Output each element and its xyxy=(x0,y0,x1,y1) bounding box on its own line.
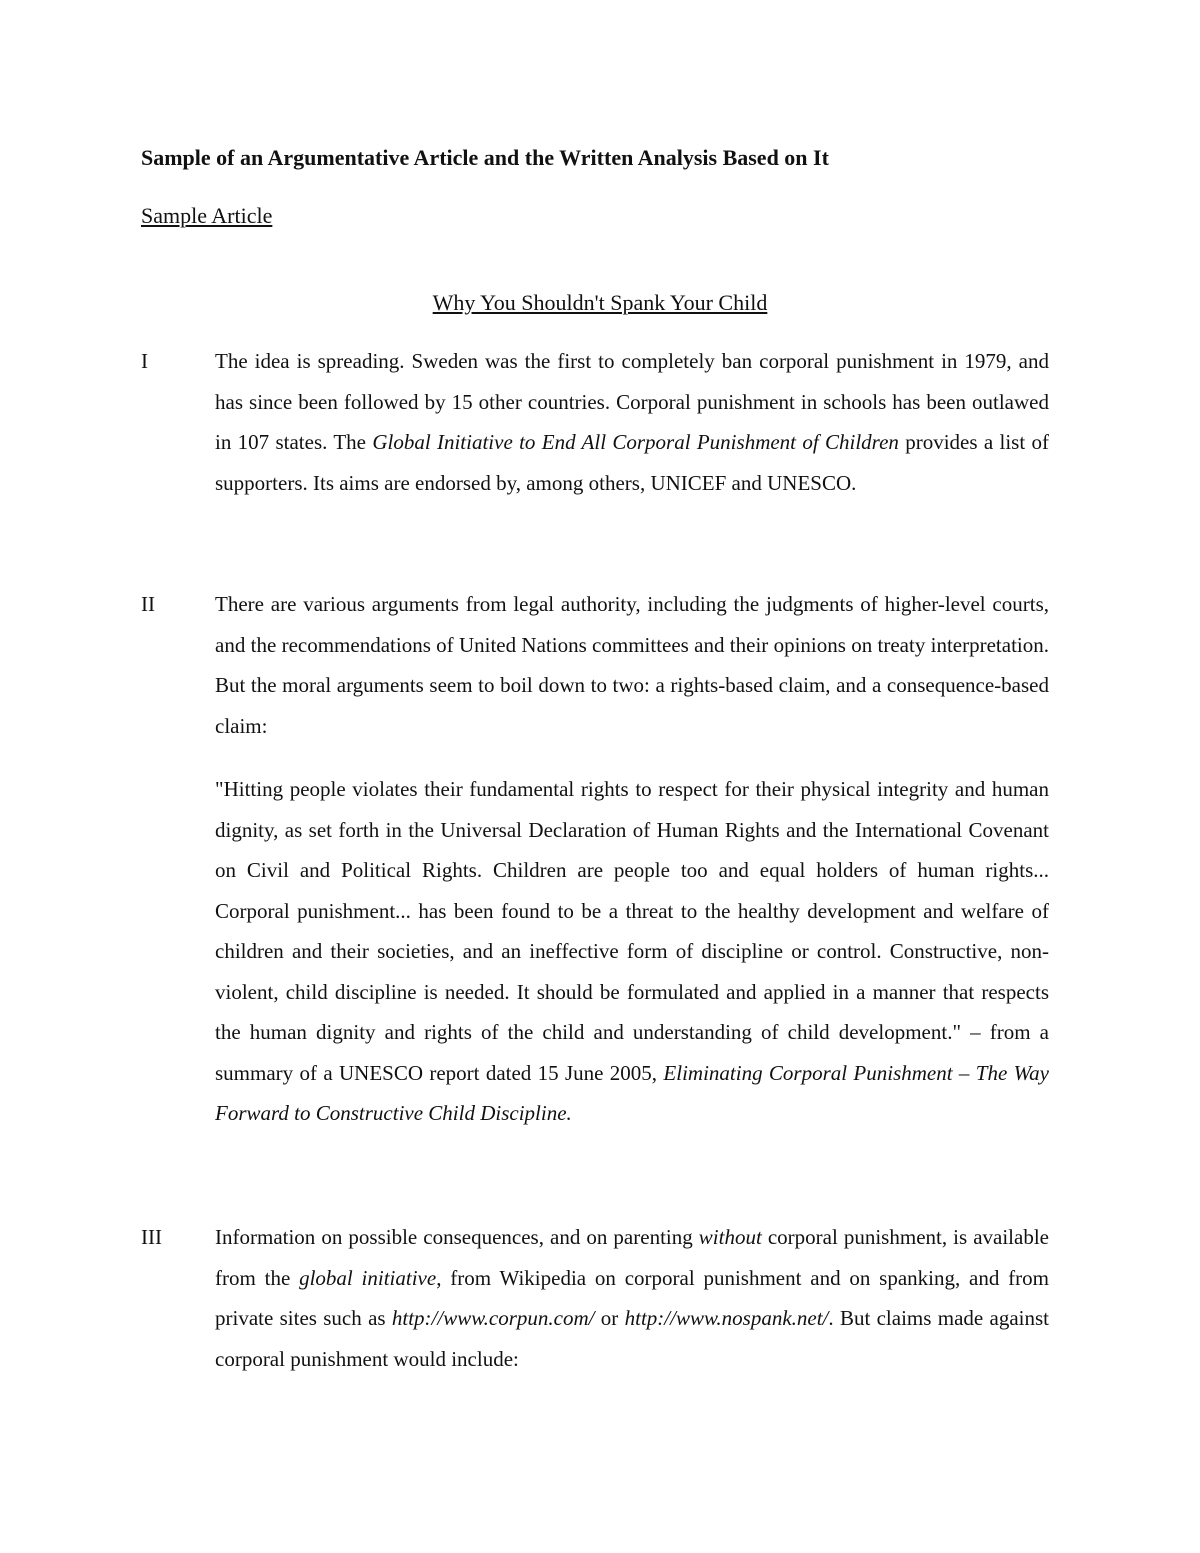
paragraph-text xyxy=(215,341,1049,503)
unesco-quote xyxy=(215,769,1049,1134)
document-title: Sample of an Argumentative Article and the Written Analysis Based on It xyxy=(141,145,829,170)
paragraph-text-segment: Information on possible consequences, and on parenting xyxy=(215,1225,699,1249)
without-italic: without xyxy=(698,1225,762,1249)
paragraph-text-segment: provides a list of supporters. Its aims are endorsed by, among others, UNICEF and UNESCO. xyxy=(215,430,1049,495)
paragraph-text: There are various arguments from legal authority, including the judgments of higher-level courts, and the recommendations of United Nations committees and their opinions on treaty interpretation. But the moral arguments seem to boil down to two: a rights-based claim, and a consequence-based claim: xyxy=(215,592,1049,738)
nospank-url: http://www.nospank.net/ xyxy=(624,1306,829,1330)
section-heading: Sample Article xyxy=(141,203,273,228)
paragraph-number: II xyxy=(141,592,155,616)
paragraph-number: III xyxy=(141,1225,162,1249)
paragraph-3 xyxy=(141,1217,1051,1387)
global-initiative-italic: global initiative xyxy=(299,1265,437,1290)
quote-text: "Hitting people violates their fundamental rights to respect for their physical integrity and human dignity, as set forth in the Universal Declaration of Human Rights and the International Covenant on Civil and Political Rights. Children are people too and equal holders of human rights... Corporal punishment... has been found to be a threat to the healthy development and welfare of children and their societies, and an ineffective form of discipline or control. Constructive, non-violent, child discipline is needed. It should be formulated and applied in a manner that respects the human dignity and rights of the child and understanding of child development." – from a summary of a UNESCO report dated 15 June 2005, xyxy=(215,777,1049,1085)
paragraph-2 xyxy=(141,584,1051,754)
paragraph-text-segment: The idea is spreading. Sweden was the first to completely ban corporal punishment in 1979, and has since been followed by 15 other countries. Corporal punishment in schools has been outlawed in 107 states. The xyxy=(215,349,1049,454)
paragraph-text-segment: or xyxy=(594,1306,625,1330)
paragraph-text-segment: , from Wikipedia on corporal punishment and on spanking, and from private sites such as xyxy=(215,1265,1049,1330)
initiative-name-italic: Global Initiative to End All Corporal Punishment of Children xyxy=(372,430,899,454)
article-title: Why You Shouldn't Spank Your Child xyxy=(432,290,768,315)
paragraph-1 xyxy=(141,341,1051,551)
paragraph-text-segment: . But claims made against corporal punishment would include: xyxy=(215,1306,1050,1371)
paragraph-number: I xyxy=(141,349,148,373)
corpun-url: http://www.corpun.com/ xyxy=(391,1306,595,1330)
paragraph-text-segment: corporal punishment, is available from the xyxy=(215,1225,1049,1290)
report-title-italic: Eliminating Corporal Punishment – The Way Forward to Constructive Child Discipline. xyxy=(215,1060,1049,1125)
paragraph-text xyxy=(215,1217,1049,1379)
